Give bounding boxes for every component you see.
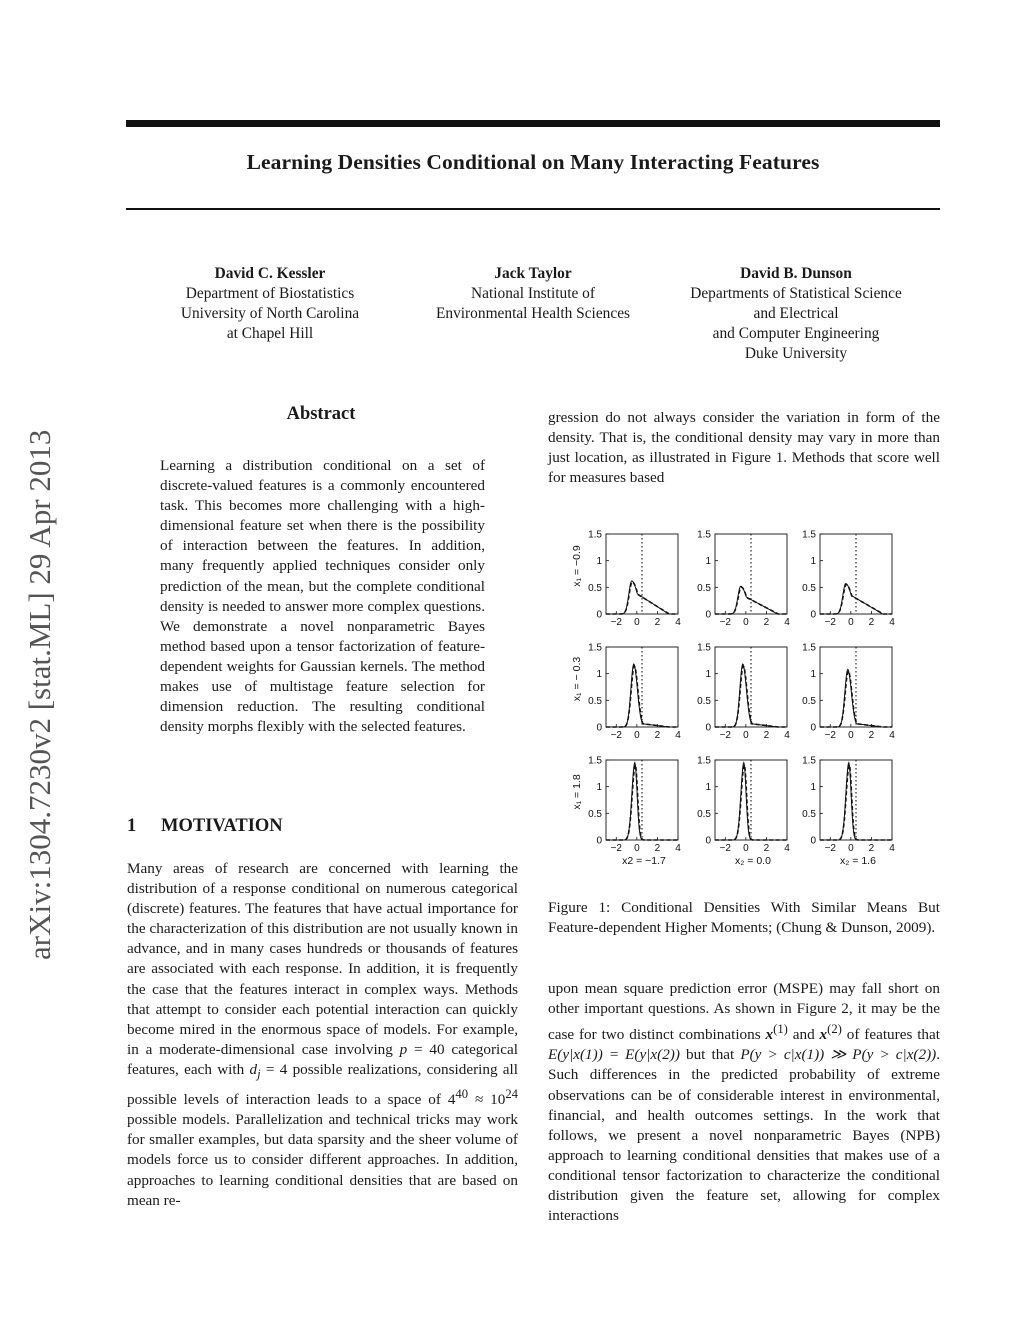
text-run: and (787, 1026, 820, 1044)
row-label: x₁ = 1.8 (571, 774, 583, 810)
y-tick-label: 0.5 (697, 582, 711, 594)
x-tick-label: 4 (784, 617, 790, 628)
x-tick-label: 2 (763, 843, 770, 854)
y-tick-label: 1 (810, 556, 816, 568)
density-curve-solid (606, 581, 678, 614)
y-tick-label: 1 (705, 782, 711, 794)
y-tick-label: 0.5 (802, 582, 816, 594)
x-tick-label: 2 (654, 617, 661, 628)
x-tick-label: −2 (824, 617, 836, 628)
math-var: p (399, 1040, 408, 1058)
y-tick-label: 0.5 (588, 582, 602, 594)
right-column-top-text: gression do not always consider the variation in form of the density. That is, the conditional density may vary in more than just location, as illustrated in Figure 1. Methods that score well for measures based (548, 409, 940, 487)
column-label: x₂ = 0.0 (735, 855, 771, 867)
y-tick-label: 1.5 (588, 529, 602, 541)
math-superscript: (2) (827, 1022, 842, 1037)
section-heading (127, 816, 283, 837)
x-tick-label: 2 (868, 730, 875, 741)
x-tick-label: −2 (719, 843, 731, 854)
x-tick-label: 0 (848, 843, 854, 854)
text-run: upon mean square prediction error (MSPE) may fall short on other important questions. As shown in Figure 2, it may be the case for two distinct combinations (548, 980, 940, 1044)
abstract-heading: Abstract (286, 404, 356, 424)
top-rule (126, 120, 940, 127)
x-tick-label: 4 (889, 617, 895, 628)
y-tick-label: 1.5 (697, 642, 711, 654)
author-affiliation: at Chapel Hill (226, 325, 314, 343)
y-tick-label: 1.5 (588, 642, 602, 654)
y-tick-label: 0 (810, 609, 816, 621)
y-tick-label: 0.5 (802, 808, 816, 820)
y-tick-label: 1 (596, 782, 602, 794)
x-tick-label: 4 (784, 843, 790, 854)
x-tick-label: 4 (675, 617, 681, 628)
math-base: 10 (490, 1091, 506, 1109)
x-tick-label: 2 (868, 843, 875, 854)
y-tick-label: 0.5 (588, 808, 602, 820)
y-tick-label: 1.5 (802, 529, 816, 541)
author-affiliation: and Computer Engineering (712, 325, 880, 343)
author-block-2 (410, 264, 656, 324)
column-label: x₂ = 1.6 (840, 855, 876, 867)
y-tick-label: 1.5 (697, 529, 711, 541)
math-subscript: j (257, 1066, 261, 1081)
y-tick-label: 0.5 (802, 695, 816, 707)
y-tick-label: 1.5 (697, 755, 711, 767)
x-tick-label: 4 (889, 730, 895, 741)
x-tick-label: 4 (784, 730, 790, 741)
density-grid-chart (558, 520, 930, 880)
row-label: x₁ = −0.9 (571, 545, 583, 587)
x-tick-label: −2 (719, 617, 731, 628)
y-tick-label: 1 (705, 556, 711, 568)
math-exponent: 40 (455, 1087, 469, 1102)
x-tick-label: −2 (824, 730, 836, 741)
math-exponent: 24 (505, 1087, 518, 1102)
left-column-text (127, 859, 518, 1211)
author-block-1 (150, 264, 390, 344)
x-tick-label: 0 (634, 617, 640, 628)
column-label: x2 = −1.7 (622, 855, 666, 867)
y-tick-label: 0 (705, 835, 711, 847)
x-tick-label: 2 (763, 730, 770, 741)
text-run: possible models. Parallelization and technical tricks may work for smaller examples, but data sparsity and the sheer volume of models force us to consider different approaches. In addition, approaches to learning conditional densities that are based on mean re- (127, 1111, 518, 1209)
x-tick-label: 0 (634, 730, 640, 741)
text-run: but that (679, 1046, 741, 1064)
author-affiliation: National Institute of (471, 285, 595, 303)
y-tick-label: 0 (596, 609, 602, 621)
author-name: David C. Kessler (214, 265, 326, 282)
text-run: = 40 categorical features, each with (127, 1040, 518, 1078)
y-tick-label: 1.5 (588, 755, 602, 767)
y-tick-label: 1 (705, 669, 711, 681)
y-tick-label: 1.5 (802, 755, 816, 767)
x-tick-label: −2 (610, 843, 622, 854)
figure-caption: Figure 1: Conditional Densities With Similar Means But Feature-dependent Higher Moments; (Chung & Dunson, 2009). (548, 899, 940, 937)
text-run: = 4 possible realizations, considering all possible levels of interaction leads to a space of (127, 1060, 518, 1109)
math-base: 4 (447, 1091, 456, 1109)
x-tick-label: −2 (610, 617, 622, 628)
y-tick-label: 0 (705, 722, 711, 734)
y-tick-label: 0 (705, 609, 711, 621)
density-curve-dashed (820, 585, 892, 614)
author-affiliation: Environmental Health Sciences (435, 305, 631, 323)
y-tick-label: 1 (596, 669, 602, 681)
author-affiliation: University of North Carolina (180, 305, 360, 323)
section-number: 1 (127, 816, 137, 836)
y-tick-label: 1 (596, 556, 602, 568)
math-var: x (819, 1026, 828, 1044)
x-tick-label: 0 (634, 843, 640, 854)
y-tick-label: 0 (596, 722, 602, 734)
math-op: ≈ (468, 1091, 491, 1109)
x-tick-label: 2 (763, 617, 770, 628)
y-tick-label: 0 (810, 722, 816, 734)
x-tick-label: 2 (654, 843, 661, 854)
x-tick-label: 0 (743, 730, 749, 741)
x-tick-label: 0 (743, 617, 749, 628)
section-title: MOTIVATION (161, 816, 283, 836)
arxiv-stamp: arXiv:1304.7230v2 [stat.ML] 29 Apr 2013 (22, 429, 57, 960)
y-tick-label: 0.5 (697, 808, 711, 820)
text-run: . Such differences in the predicted probability of extreme observations can be of considerable interest in environmental, financial, and health outcomes settings. In the work that follows, we present a novel nonparametric Bayes (NPB) approach to learning conditional densities that makes use of a conditional tensor factorization to characterize the conditional distribution given the feature set, allowing for complex interactions (548, 1046, 940, 1225)
y-tick-label: 1 (810, 782, 816, 794)
author-affiliation: and Electrical (753, 305, 839, 323)
math-expression: E(y|x(1)) = E(y|x(2)) (548, 1046, 680, 1064)
math-var: d (249, 1060, 258, 1078)
math-expression: P(y > c|x(1)) ≫ P(y > c|x(2)) (740, 1046, 937, 1064)
text-run: Many areas of research are concerned with learning the distribution of a response conditional on numerous categorical (discrete) features. The features that have actual importance for the characterization of this distribution are not usually known in advance, and in many cases hundreds or thousands of features are associated with each response. In addition, it is frequently the case that the features interact in complex ways. Methods that attempt to consider each potential interaction can quickly become mired in the enormous space of models. For example, in a moderate-dimensional case involving (127, 860, 518, 1058)
author-affiliation: Department of Biostatistics (185, 285, 355, 303)
y-tick-label: 0.5 (588, 695, 602, 707)
y-tick-label: 1 (810, 669, 816, 681)
x-tick-label: −2 (824, 843, 836, 854)
x-tick-label: −2 (610, 730, 622, 741)
x-tick-label: 2 (868, 617, 875, 628)
x-tick-label: 2 (654, 730, 661, 741)
x-tick-label: 4 (675, 843, 681, 854)
x-tick-label: −2 (719, 730, 731, 741)
text-run: of features that (841, 1026, 940, 1044)
author-name: Jack Taylor (494, 265, 572, 282)
math-superscript: (1) (773, 1022, 788, 1037)
author-name: David B. Dunson (740, 265, 852, 282)
author-affiliation: Departments of Statistical Science (690, 285, 902, 303)
row-label: x₁ = − 0.3 (571, 656, 583, 702)
y-tick-label: 0.5 (697, 695, 711, 707)
paper-title: Learning Densities Conditional on Many Interacting Features (246, 150, 820, 174)
y-tick-label: 1.5 (802, 642, 816, 654)
figure-1 (558, 520, 930, 880)
right-column-bottom-text (548, 979, 940, 1226)
title-rule (126, 208, 940, 210)
y-tick-label: 0 (810, 835, 816, 847)
abstract-text: Learning a distribution conditional on a set of discrete-valued features is a commonly encountered task. This becomes more challenging with a high-dimensional feature set when there is the possibility of interaction between the features. In addition, many frequently applied techniques consider only prediction of the mean, but the complete conditional density is needed to answer more complex questions. We demonstrate a novel nonparametric Bayes method based upon a tensor factorization of feature-dependent weights for Gaussian kernels. The method makes use of multistage feature selection for dimension reduction. The resulting conditional density morphs flexibly with the selected features. (160, 457, 485, 736)
x-tick-label: 0 (848, 730, 854, 741)
x-tick-label: 4 (675, 730, 681, 741)
x-tick-label: 4 (889, 843, 895, 854)
x-tick-label: 0 (743, 843, 749, 854)
math-var: x (765, 1026, 774, 1044)
author-block-3 (660, 264, 932, 364)
author-affiliation: Duke University (744, 345, 848, 363)
y-tick-label: 0 (596, 835, 602, 847)
x-tick-label: 0 (848, 617, 854, 628)
